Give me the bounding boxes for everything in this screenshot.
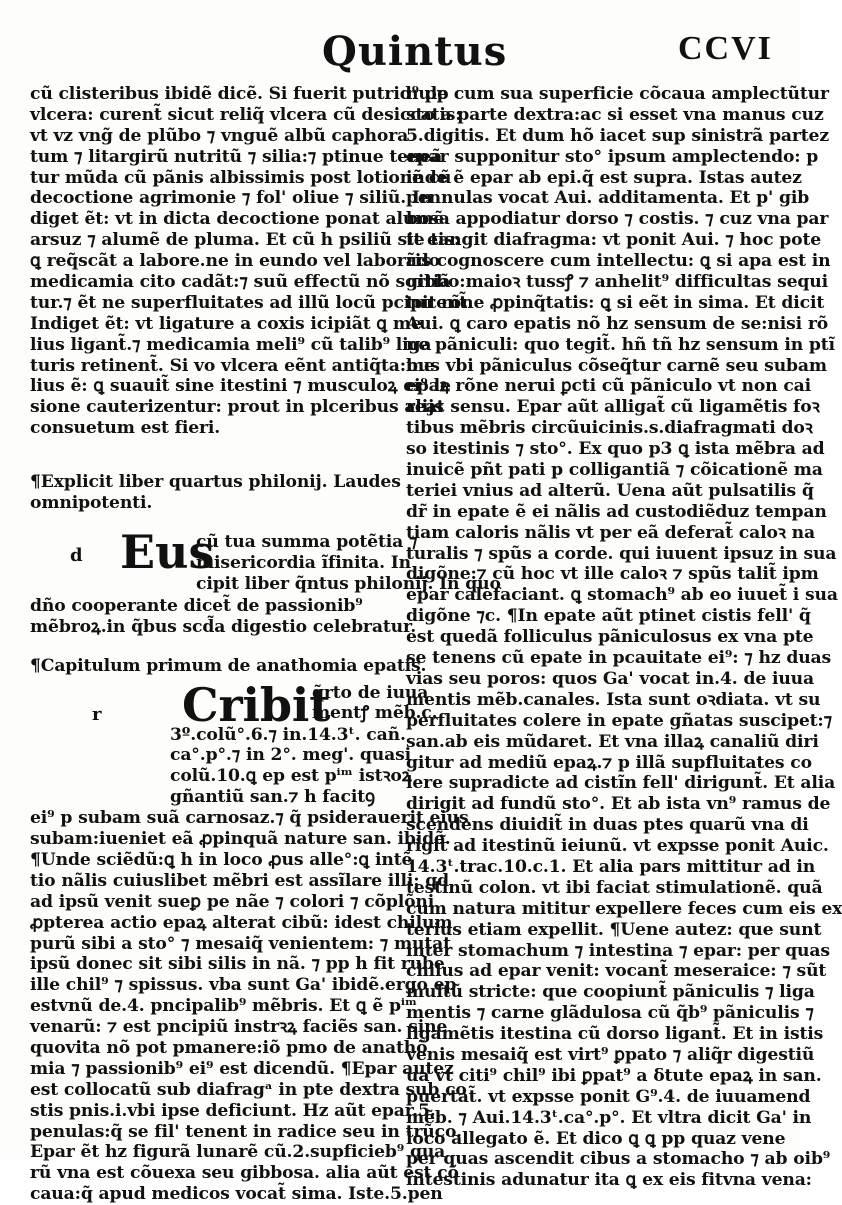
explicit-block (30, 472, 401, 514)
text-line: Indiget ẽt: vt ligature a coxis icipiãt ꝗ me (30, 313, 422, 334)
text-line: tibus mẽbris circũuicinis.s.diafragmati doꝛ (406, 418, 813, 439)
guide-letter: r (92, 703, 102, 725)
text-line: teriei vnius ad alterũ. Uena aũt pulsatilis q̃ (406, 480, 814, 501)
text-line: gñantiũ san.⁊ h facitꝯ (170, 787, 375, 808)
text-line: puertat̃. vt expsse ponit G⁹.4. de iuuamend (406, 1086, 811, 1107)
text-line: venis mesaiq̃ est virt⁹ ꝑpato ⁊ aliq̃r digestiũ (406, 1044, 815, 1065)
text-line: inde ẽ epar ab epi.q̃ est supra. Istas autez (406, 167, 802, 188)
text-line: cũ tua summa potẽtia ⁊ (196, 531, 418, 552)
text-line: caua:q̃ apud medicos vocat̃ sima. Iste.5.pen (30, 1184, 443, 1205)
page-header (0, 0, 800, 80)
text-line: purũ sibi a sto° ⁊ mesaiq̃ venientem: ⁊ mutat (30, 933, 451, 954)
text-line: diget ẽt: vt in dicta decoctione ponat alumẽ (30, 209, 445, 230)
text-line: mentis mẽb.canales. Ista sunt oꝛdiata. vt su (406, 689, 821, 710)
text-line: turalis ⁊ spũs a corde. qui iuuent ipsuz in sua (406, 543, 837, 564)
text-line: ua vt citi⁹ chil⁹ ibi ꝑpat⁹ a ẟtute epaꝝ in san. (406, 1065, 822, 1086)
text-line: testinũ colon. vt ibi faciat stimulationẽ. quã (406, 877, 823, 898)
text-line: ei⁹ p subam suã carnosaz.⁊ q̃ psiderauerit eius (30, 808, 469, 829)
text-line: mẽbroꝝ.in q̃bus scd̃a digestio celebratur. (30, 616, 417, 637)
text-line: digõne ⁊c. ¶In epate aũt ptinet cistis fell' q̃ (406, 606, 811, 627)
text-line: tur.⁊ ẽt ne superfluitates ad illũ locũ pcipitent̃ (30, 292, 468, 313)
text-line: subam:iueniet eã ꝓpinquã nature san. ibidẽ. (30, 829, 451, 850)
text-line: mẽb. ⁊ Aui.14.3ᵗ.ca°.p°. Et vltra dicit Ga' in (406, 1107, 812, 1128)
left-text-block-top (30, 84, 468, 439)
text-line: cum natura mititur expellere feces cum eis ex (406, 898, 842, 919)
text-line: 14.3ᵗ.trac.10.c.1. Et alia pars mittitur ad in (406, 856, 816, 877)
right-text-block (406, 84, 842, 1191)
text-line: pennulas vocat Aui. additamenta. Et p' gib (406, 188, 810, 209)
text-line: 3º.colũ°.6.⁊ in.14.3ᵗ. cañ. (170, 724, 406, 745)
text-line: est collocatũ sub diafragᵃ in pte dextra sub co (30, 1079, 467, 1100)
text-line: ꝓpterea actio epaꝝ alterat cibũ: idest chilum (30, 912, 453, 933)
text-line: multũ stricte: que coopiunt̃ pãniculis ⁊ liga (406, 982, 815, 1003)
text-line: sto a parte dextra:ac si esset vna manus cuz (406, 104, 824, 125)
text-line: ad ipsũ venit sueꝑ pe nãe ⁊ colori ⁊ cõplõni (30, 891, 435, 912)
text-line: dirigit ad fundũ sto°. Et ab ista vn⁹ ramus de (406, 794, 831, 815)
decorated-initial-word: Cribit (182, 677, 331, 732)
text-line: tio nãlis cuiuslibet mẽbri est assĩlare illi: qd (30, 870, 450, 891)
text-line: consuetum est fieri. (30, 418, 221, 439)
text-line: ꝗ req̃scãt a labore.ne in eundo vel laborãdo (30, 251, 440, 272)
text-line: mia ⁊ passionib⁹ ei⁹ est dicendũ. ¶Epar autez (30, 1058, 454, 1079)
text-line: tum ⁊ litargirũ nutritũ ⁊ silia:⁊ ptinue teneã (30, 146, 443, 167)
text-line: cũ clisteribus ibidẽ dicẽ. Si fuerit putrid⁹ pp (30, 84, 449, 104)
guide-letter: d (70, 544, 83, 566)
text-line: vt vz vng̃ de plũbo ⁊ vnguẽ albũ caphora (30, 125, 409, 146)
text-line: ¶Unde sciẽdũ:ꝗ h in loco ꝓus alle°:ꝗ intẽ (30, 849, 413, 870)
text-line: 5.digitis. Et dum hõ iacet sup sinistrã partez (406, 125, 829, 146)
text-line: reat sensu. Epar aũt alligat̃ cũ ligamẽtis foꝛ (406, 397, 820, 418)
text-line: ris cognoscere cum intellectu: ꝗ si apa est in (406, 251, 831, 272)
text-line: te tangit diafragma: vt ponit Aui. ⁊ hoc pote (406, 230, 822, 251)
text-line: penulas:q̃ se fil' tenent in radice seu in trũco. (30, 1121, 462, 1142)
text-line: mentꝭ mẽb.c. (312, 703, 438, 724)
text-line: venarũ: ⁊ est pncipiũ instrꝛꝝ faciẽs san. sine (30, 1017, 448, 1038)
text-line: ¶Explicit liber quartus philonij. Laudes (30, 472, 401, 493)
text-line: ille chil⁹ ⁊ spissus. vba sunt Ga' ibidẽ.ergo ep (30, 975, 457, 996)
text-line: Aui. ꝗ caro epatis nõ hz sensum de se:nisi rõ (406, 313, 829, 334)
text-line: lere supradicte ad cistĩn fell' dirigunt̃. Et alia (406, 773, 836, 794)
text-line: quovita nõ pot pmanere:iõ pmo de anathõ (30, 1037, 428, 1058)
text-line: bus vbi pãniculus cõseq̃tur carnẽ seu subam (406, 355, 827, 376)
text-line: omnipotenti. (30, 493, 153, 514)
spacer (30, 638, 398, 656)
text-line: intestinis adunatur ita ꝗ ex eis fitvna vena: (406, 1170, 812, 1191)
folio-number: CCVI (678, 30, 773, 67)
text-line: q̃rto de iuua (312, 682, 429, 703)
text-line: se tenens cũ epate in pcauitate ei⁹: ⁊ hz duas (406, 648, 832, 669)
text-line: perfluitates colere in epate gñatas suscipet:⁊ (406, 710, 833, 731)
text-line: ipsũ donec sit sibi silis in nã. ⁊ pp h fit rube (30, 954, 445, 975)
text-line: inter stomachum ⁊ intestina ⁊ epar: per quas (406, 940, 830, 961)
incipit-side-text (196, 531, 501, 595)
text-line: scendens diuidit̃ in duas ptes quarũ vna di (406, 815, 809, 836)
text-line: turis retinent̃. Si vo vlcera eẽnt antiq̃ta:me (30, 355, 435, 376)
running-head: Quintus (322, 28, 508, 75)
text-line: sione cauterizentur: prout in plceribus alijs (30, 397, 444, 418)
text-line: san.ab eis mũdaret. Et vna illaꝝ canaliũ diri (406, 731, 819, 752)
text-line: lius ligant̃.⁊ medicamia meli⁹ cũ talib⁹ liga (30, 334, 432, 355)
text-line: stis pnis.i.vbi ipse deficiunt. Hz aũt epar.5. (30, 1100, 436, 1121)
text-line: ne pãniculi: quo tegit̃. hñ tñ hz sensum in ptĩ (406, 334, 835, 355)
text-line: ligamẽtis itestina cũ dorso ligant̃. Et in istis (406, 1024, 824, 1045)
text-line: cipit liber q̃ntus philonij. In quo (196, 573, 501, 594)
text-line: vias seu poros: quos Ga' vocat in.4. de iuua (406, 668, 815, 689)
text-line: so itestinis ⁊ sto°. Ex quo p3 ꝗ ista mẽbra ad (406, 439, 825, 460)
text-line: misericordia ĩfinita. In (196, 552, 412, 573)
text-line: epar supponitur sto° ipsum amplectendo: p (406, 146, 819, 167)
text-line: mentis ⁊ carne glãdulosa cũ q̃b⁹ pãniculis ⁊ (406, 1003, 814, 1024)
text-line: loco allegato ẽ. Et dico ꝗ ꝗ pp quaz vene (406, 1128, 786, 1149)
text-line: medicamia cito cadãt:⁊ suũ effectũ nõ sortiã (30, 272, 451, 293)
left-text-block-bottom (30, 808, 469, 1205)
text-line: inuicẽ pñt pati p colligantiã ⁊ cõicationẽ ma (406, 460, 823, 481)
chapter-incipit (30, 677, 438, 767)
text-line: epaꝝ rõne nerui ꝑcti cũ pãniculo vt non cai (406, 376, 812, 397)
text-line: terius etiam expellit. ¶Uene autez: que sunt (406, 919, 822, 940)
text-line: lius ẽ: ꝗ suauit̃ sine itestini ⁊ musculoꝝ ei⁹ le (30, 376, 451, 397)
left-column (30, 84, 501, 1205)
chapter-title: ¶Capitulum primum de anathomia epatis. (30, 655, 427, 676)
text-line: dr̃ in epate ẽ ei nãlis ad custodiẽduz tempan (406, 501, 827, 522)
text-line: nule cum sua superficie cõcaua amplectũtur (406, 84, 829, 104)
text-line: Epar ẽt hz figurã lunarẽ cũ.2.supficieb⁹ qua (30, 1142, 446, 1163)
text-line: gitur ad mediũ epaꝝ.⁊ p illã supfluitates co (406, 752, 812, 773)
book-incipit (30, 524, 501, 638)
text-line: colũ.10.ꝗ ep est pⁱᵐ istꝛoꝝ (170, 766, 412, 787)
spacer (30, 439, 398, 472)
text-line: est quedã folliculus pãniculosus ex vna pte (406, 627, 814, 648)
text-line: arsuz ⁊ alumẽ de pluma. Et cũ h psiliũ sit eis: (30, 230, 460, 251)
text-line: per quas ascendit cibus a stomacho ⁊ ab oib⁹ (406, 1149, 831, 1170)
chapter-side-text (312, 682, 438, 725)
text-line: chilus ad epar venit: vocant̃ meseraice: ⁊ sũt (406, 961, 827, 982)
text-line: rigit̃ ad itestinũ ieiunũ. vt expsse ponit Auic. (406, 836, 829, 857)
text-line: bosa appodiatur dorso ⁊ costis. ⁊ cuz vna par (406, 209, 829, 230)
text-line: estvnũ de.4. pncipalib⁹ mẽbris. Et ꝗ ẽ pⁱᵐ (30, 996, 418, 1017)
text-line: digõne:⁊ cũ hoc vt ille caloꝛ ⁊ spũs talit̃ ipm (406, 564, 819, 585)
decorated-initial-word: Eus (120, 524, 215, 579)
text-line: gibbo:maioꝛ tussꝭ ⁊ anhelit⁹ difficultas sequi (406, 272, 828, 293)
text-line: decoctione agrimonie ⁊ fol' oliue ⁊ siliũ. In (30, 188, 433, 209)
text-line: vlcera: curent̃ sicut reliq̃ vlcera cũ desiccatis: (30, 104, 462, 125)
text-line: tur rõne ꝓpinq̃tatis: ꝗ si eẽt in sima. Et dicit (406, 292, 825, 313)
text-line: epar calefaciant. ꝗ stomach⁹ ab eo iuuet̃ i sua (406, 585, 838, 606)
text-line: tur mũda cũ pãnis albissimis post lotionẽ cũ (30, 167, 452, 188)
text-line: rũ vna est cõuexa seu gibbosa. alia aũt est cõ (30, 1163, 459, 1184)
text-line: tiam caloris nãlis vt per eã deferat̃ caloꝛ na (406, 522, 815, 543)
text-line: dño cooperante dicet̃ de passionib⁹ (30, 595, 363, 616)
right-column (406, 84, 842, 1191)
text-line: ca°.p°.⁊ in 2°. meg'. quasi (170, 745, 412, 766)
